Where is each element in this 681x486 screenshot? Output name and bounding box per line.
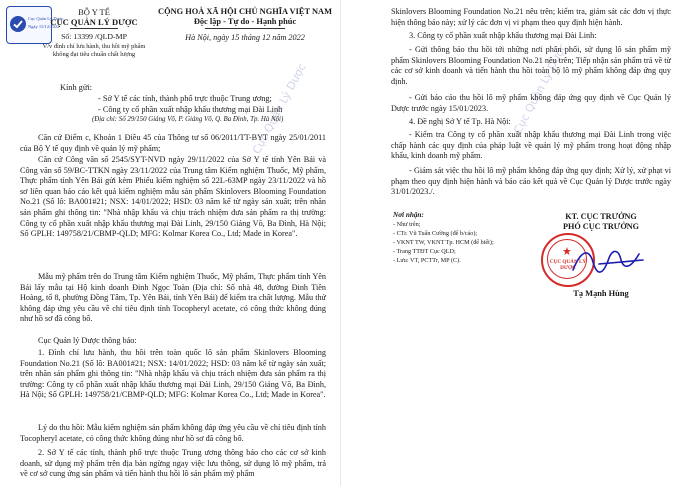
org-name: CỤC QUẢN LÝ DƯỢC: [50, 17, 138, 27]
signature-title-1: KT. CỤC TRƯỞNG: [565, 212, 637, 221]
nation-title: CỘNG HOÀ XÃ HỘI CHỦ NGHĨA VIỆT NAM: [158, 7, 332, 16]
cc-item: - Như trên;: [393, 221, 421, 228]
subject-line-1: V/v đình chỉ lưu hành, thu hồi mỹ phẩm: [42, 43, 146, 50]
watermark: Cục Quản Lý Dược: [250, 61, 309, 157]
paragraph-item-3a: - Gửi thông báo thu hồi tới những nơi phân phối, sử dụng lô sản phẩm mỹ phẩm Skinlovers Blooming Foundation No.21 nêu trên; Tiếp nhận sản phẩm trả về từ các cơ sở kinh doanh và tiến hành thu hồi toàn bộ lô mỹ phẩm không đáp ứng quy định.: [391, 45, 671, 86]
noi-nhan-label: Nơi nhận:: [393, 211, 424, 219]
cc-item: - Trang TTĐT Cục QLD;: [393, 248, 456, 255]
paragraph-continued: Skinlovers Blooming Foundation No.21 nêu trên; kiểm tra, giám sát các đơn vị thực hiện thông báo này; xử lý các đơn vị vi phạm theo quy định hiện hành.: [391, 7, 671, 27]
paragraph-item-3: 3. Công ty cổ phần xuất nhập khẩu thương mại Đài Linh:: [409, 31, 597, 40]
paragraph-announcement: Cục Quản lý Dược thông báo:: [38, 336, 137, 345]
watermark: Cục Quản Lý Dược: [511, 41, 570, 137]
cc-item: - CTr. Vũ Tuấn Cường (để b/cáo);: [393, 230, 478, 237]
paragraph-item-4a: - Kiểm tra Công ty cổ phần xuất nhập khẩu thương mại Đài Linh trong việc chấp hành các quy định của pháp luật về quản lý mỹ phẩm trong hoạt động nhập khẩu, kinh doanh mỹ phẩm.: [391, 130, 671, 161]
handwritten-signature: [569, 240, 649, 280]
seal-check-icon: [10, 16, 26, 32]
document-page-2: [340, 0, 681, 486]
paragraph-item-1: 1. Đình chỉ lưu hành, thu hồi trên toàn quốc lô sản phẩm Skinlovers Blooming Foundation No.21 (Số lô: BA001#21; NSX: 14/01/2022; HSD: 03 năm kể từ ngày sản xuất; trên nhãn sản phẩm ghi thông tin: "Nhà nhập khẩu và chịu trách nhiệm đưa sản phẩm ra thị trường: Công ty cổ phần xuất nhập khẩu thương mại Đài Linh, 29/150 Giảng Võ, Ba Đình, Hà Nội; Số GPLH: 149758/21/CBMP-QLD; MFG: Kolmar Korea Co., Ltd; Made in Korea".: [20, 348, 326, 400]
issue-date: Hà Nội, ngày 15 tháng 12 năm 2022: [185, 33, 305, 42]
stamp-star-icon: ★: [562, 245, 572, 258]
subject-line-2: không đạt tiêu chuẩn chất lượng: [52, 51, 136, 58]
kinh-gui-label: Kính gửi:: [60, 83, 92, 92]
cc-item: - Lưu: VT, PCTTr, MP (C).: [393, 257, 461, 264]
document-number: Số: 13399 /QLD-MP: [61, 32, 127, 41]
recipient-address: (Địa chỉ: Số 29/150 Giảng Võ, P. Giảng Võ, Q. Ba Đình, Tp. Hà Nội): [92, 116, 284, 123]
paragraph-item-2: 2. Sở Y tế các tỉnh, thành phố trực thuộc Trung ương thông báo cho các cơ sở kinh doanh, sử dụng mỹ phẩm trên địa bàn ngừng ngay việc lưu thông, sử dụng lô mỹ phẩm, trả về cơ sở cung ứng sản phẩm và tiến hành thu hồi lô sản phẩm mỹ phẩm: [20, 448, 326, 479]
motto: Độc lập - Tự do - Hạnh phúc: [193, 17, 297, 26]
paragraph-sample-info: Mẫu mỹ phẩm trên do Trung tâm Kiểm nghiệm Thuốc, Mỹ phẩm, Thực phẩm tỉnh Yên Bái lấy mẫu tại Hộ kinh doanh Đinh Ngọc Toàn (Địa chỉ: Số nhà 48, đường Đinh Tiên Hoàng, tổ 8, phường Đồng Tâm, Tp. Yên Bái, tỉnh Yên Bái) để kiểm tra chất lượng. Mẫu thử không đáp ứng yêu cầu về chỉ tiêu định tính Tocopheryl acetate, có công thức không đúng như hồ sơ đã công bố.: [20, 272, 326, 324]
paragraph-legal-basis-2: Căn cứ Công văn số 2545/SYT-NVD ngày 29/11/2022 của Sở Y tế tỉnh Yên Bái và Công văn số 59/BC-TTKN ngày 23/11/2022 của Trung tâm Kiểm nghiệm Thuốc, Mỹ phẩm, Thực phẩm tỉnh Yên Bái gửi kèm Phiếu kiểm nghiệm số 22L-63MP ngày 23/11/2022 và hồ sơ liên quan báo cáo kết quả kiểm nghiệm mẫu sản phẩm Skinlovers Blooming Foundation No.21 (Số lô: BA001#21; NSX: 14/01/2022; HSD: 03 năm kể từ ngày sản xuất; trên nhãn sản phẩm ghi thông tin: "Nhà nhập khẩu và chịu trách nhiệm đưa sản phẩm ra thị trường: Công ty cổ phần xuất nhập khẩu thương mại Đài Linh, 29/150 Giảng Võ, Ba Đình, Hà Nội; Số GPLH: 149758/21/CBMP-QLD; MFG: Kolmar Korea Co., Ltd; Made in Korea".: [20, 155, 326, 239]
paragraph-reason: Lý do thu hồi: Mẫu kiểm nghiệm sản phẩm không đáp ứng yêu cầu về chỉ tiêu định tính Tocopheryl acetate, có công thức không đúng như hồ sơ đã công bố.: [20, 423, 326, 443]
signer-name: Tạ Mạnh Hùng: [573, 289, 629, 298]
signature-title-2: PHÓ CỤC TRƯỞNG: [563, 222, 639, 231]
seal-line-1: Cục Quản Lý Dược: [28, 16, 64, 21]
recipient-1: - Sở Y tế các tỉnh, thành phố trực thuộc Trung ương;: [98, 94, 272, 103]
recipient-2: - Công ty cổ phần xuất nhập khẩu thương mại Đài Linh: [98, 105, 283, 114]
paragraph-item-3b: - Gửi báo cáo thu hồi lô mỹ phẩm không đáp ứng quy định về Cục Quản lý Dược trước ngày 15/01/2023.: [391, 93, 671, 113]
stamp-text: CỤC QUẢN LÝ DƯỢC: [549, 259, 587, 271]
document-page-1: [0, 0, 340, 486]
cc-item: - VKNT TW, VKNT Tp. HCM (để biết);: [393, 239, 494, 246]
seal-line-2: Ngày 15/12/2022: [28, 24, 60, 29]
paragraph-item-4b: - Giám sát việc thu hồi lô mỹ phẩm không đáp ứng quy định; Xử lý, xử phạt vi phạm theo quy định hiện hành và báo cáo kết quả về Cục Quản lý Dược trước ngày 31/01/2023./.: [391, 166, 671, 197]
org-parent: BỘ Y TẾ: [78, 7, 110, 17]
paragraph-legal-basis-1: Căn cứ Điểm c, Khoản 1 Điều 45 của Thông tư số 06/2011/TT-BYT ngày 25/01/2011 của Bộ Y tế quy định về quản lý mỹ phẩm;: [20, 133, 326, 153]
paragraph-item-4: 4. Đề nghị Sở Y tế Tp. Hà Nội:: [409, 117, 511, 126]
